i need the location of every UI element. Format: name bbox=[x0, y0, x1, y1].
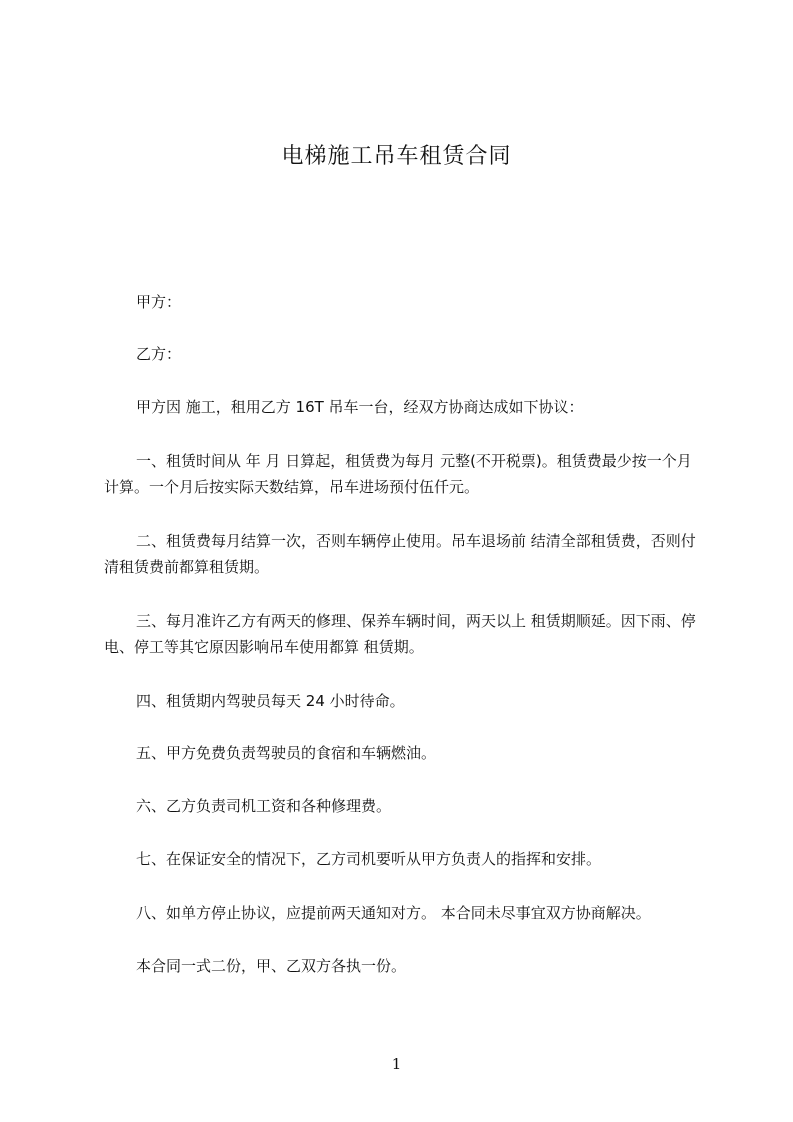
clause-7: 七、在保证安全的情况下，乙方司机要听从甲方负责人的指挥和安排。 bbox=[136, 850, 602, 868]
clause-5: 五、甲方免费负责驾驶员的食宿和车辆燃油。 bbox=[136, 744, 437, 762]
clause-2: 二、租赁费每月结算一次，否则车辆停止使用。吊车退场前 结清全部租赁费，否则付清租赁费前都算租赁期。 bbox=[104, 532, 696, 576]
clause-3: 三、每月准许乙方有两天的修理、保养车辆时间，两天以上 租赁期顺延。因下雨、停电、停工等其它原因影响吊车使用都算 租赁期。 bbox=[104, 612, 696, 656]
intro-paragraph: 甲方因 施工，租用乙方 16T 吊车一台，经双方协商达成如下协议： bbox=[136, 398, 584, 416]
clause-4: 四、租赁期内驾驶员每天 24 小时待命。 bbox=[136, 692, 405, 710]
closing-paragraph: 本合同一式二份，甲、乙双方各执一份。 bbox=[136, 957, 407, 975]
party-a-line: 甲方： bbox=[136, 293, 182, 311]
clause-6: 六、乙方负责司机工资和各种修理费。 bbox=[136, 797, 392, 815]
clause-8: 八、如单方停止协议，应提前两天通知对方。 本合同未尽事宜双方协商解决。 bbox=[136, 904, 651, 922]
clause-1: 一、租赁时间从 年 月 日算起，租赁费为每月 元整(不开税票)。租赁费最少按一个月计算。一个月后按实际天数结算，吊车进场预付伍仟元。 bbox=[104, 452, 692, 496]
page-number: 1 bbox=[391, 1055, 402, 1073]
party-b-line: 乙方： bbox=[136, 345, 182, 363]
document-title: 电梯施工吊车租赁合同 bbox=[281, 144, 512, 169]
